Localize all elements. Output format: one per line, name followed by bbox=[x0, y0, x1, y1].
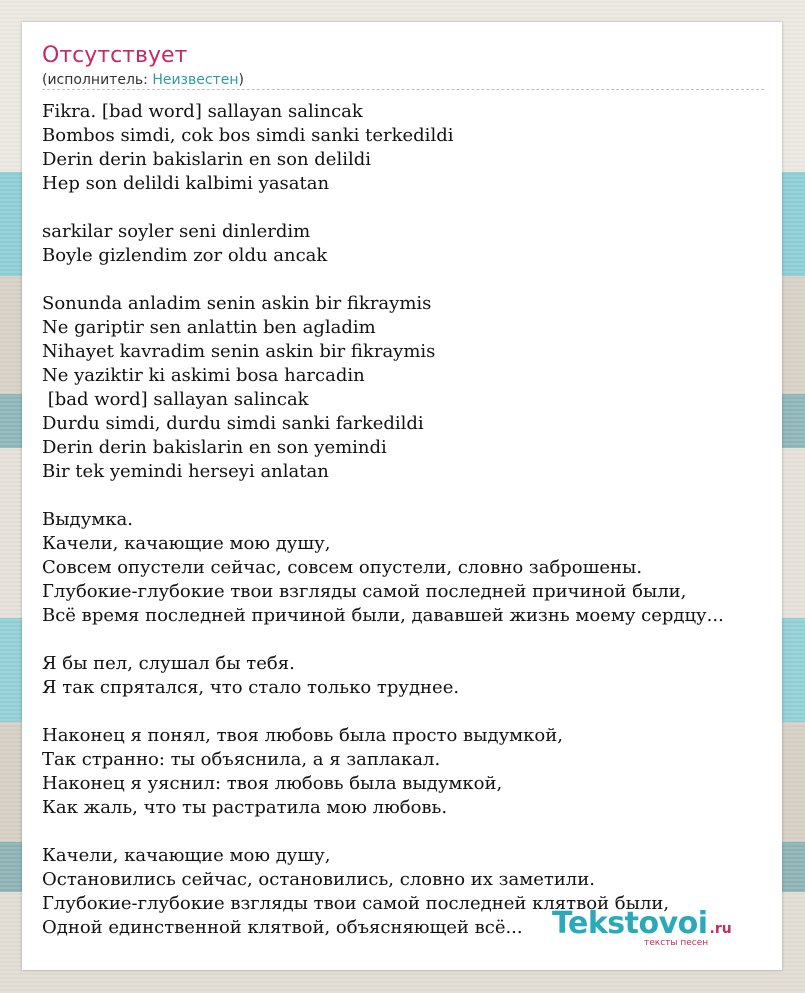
lyric-line: Sonunda anladim senin askin bir fikraymis bbox=[42, 293, 432, 314]
lyric-line bbox=[42, 700, 778, 724]
lyric-line: Boyle gizlendim zor oldu ancak bbox=[42, 245, 328, 266]
logo-tagline: тексты песен bbox=[644, 938, 709, 948]
lyric-line: Совсем опустели сейчас, совсем опустели, словно заброшены. bbox=[42, 557, 643, 578]
song-title: Отсутствует bbox=[42, 43, 188, 68]
lyric-line: Глубокие-глубокие твои взгляды самой последней причиной были, bbox=[42, 581, 687, 602]
lyric-line: Ne yaziktir ki askimi bosa harcadin bbox=[42, 365, 365, 386]
artist-link[interactable]: Неизвестен bbox=[152, 72, 239, 88]
lyric-line: Я так спрятался, что стало только труднее. bbox=[42, 677, 460, 698]
lyric-line bbox=[42, 196, 778, 220]
lyric-line: Одной единственной клятвой, объясняющей всё... bbox=[42, 917, 523, 938]
lyric-line: sarkilar soyler seni dinlerdim bbox=[42, 221, 311, 242]
lyric-line: Остановились сейчас, остановились, словно их заметили. bbox=[42, 869, 595, 890]
logo-wordmark: Tekstovoi bbox=[552, 906, 708, 941]
lyric-line: Качели, качающие мою душу, bbox=[42, 533, 331, 554]
artist-prefix: (исполнитель: bbox=[42, 72, 153, 88]
title-divider bbox=[42, 89, 764, 90]
lyric-line: Hep son delildi kalbimi yasatan bbox=[42, 173, 330, 194]
lyric-line bbox=[42, 628, 778, 652]
lyric-line: Bombos simdi, cok bos simdi sanki terkedildi bbox=[42, 125, 454, 146]
lyric-line: Качели, качающие мою душу, bbox=[42, 845, 331, 866]
lyric-line: Так странно: ты объяснила, а я заплакал. bbox=[42, 749, 441, 770]
lyric-line: Как жаль, что ты растратила мою любовь. bbox=[42, 797, 448, 818]
lyric-line: Derin derin bakislarin en son delildi bbox=[42, 149, 372, 170]
tekstovoi-logo[interactable] bbox=[552, 906, 732, 948]
artist-suffix: ) bbox=[238, 72, 244, 88]
lyric-line: Я бы пел, слушал бы тебя. bbox=[42, 653, 295, 674]
lyric-line: Выдумка. bbox=[42, 509, 133, 530]
lyrics-text bbox=[42, 100, 778, 940]
lyric-line: Fikra. [bad word] sallayan salincak bbox=[42, 101, 363, 122]
lyric-line: Derin derin bakislarin en son yemindi bbox=[42, 437, 387, 458]
artist-line bbox=[42, 70, 244, 90]
lyric-line: Наконец я уяснил: твоя любовь была выдумкой, bbox=[42, 773, 503, 794]
logo-domain: .ru bbox=[709, 921, 732, 937]
lyric-line: Nihayet kavradim senin askin bir fikraymis bbox=[42, 341, 436, 362]
lyric-line bbox=[42, 484, 778, 508]
lyric-line: Наконец я понял, твоя любовь была просто выдумкой, bbox=[42, 725, 563, 746]
lyric-line bbox=[42, 820, 778, 844]
lyric-line bbox=[42, 268, 778, 292]
lyrics-card bbox=[22, 22, 782, 970]
lyric-line: Ne gariptir sen anlattin ben agladim bbox=[42, 317, 376, 338]
lyric-line: Durdu simdi, durdu simdi sanki farkedildi bbox=[42, 413, 424, 434]
lyric-line: Bir tek yemindi herseyi anlatan bbox=[42, 461, 329, 482]
lyric-line: Глубокие-глубокие взгляды твои самой последней клятвой были, bbox=[42, 893, 670, 914]
lyric-line: [bad word] sallayan salincak bbox=[42, 389, 309, 410]
lyric-line: Всё время последней причиной были, дававшей жизнь моему сердцу... bbox=[42, 605, 724, 626]
